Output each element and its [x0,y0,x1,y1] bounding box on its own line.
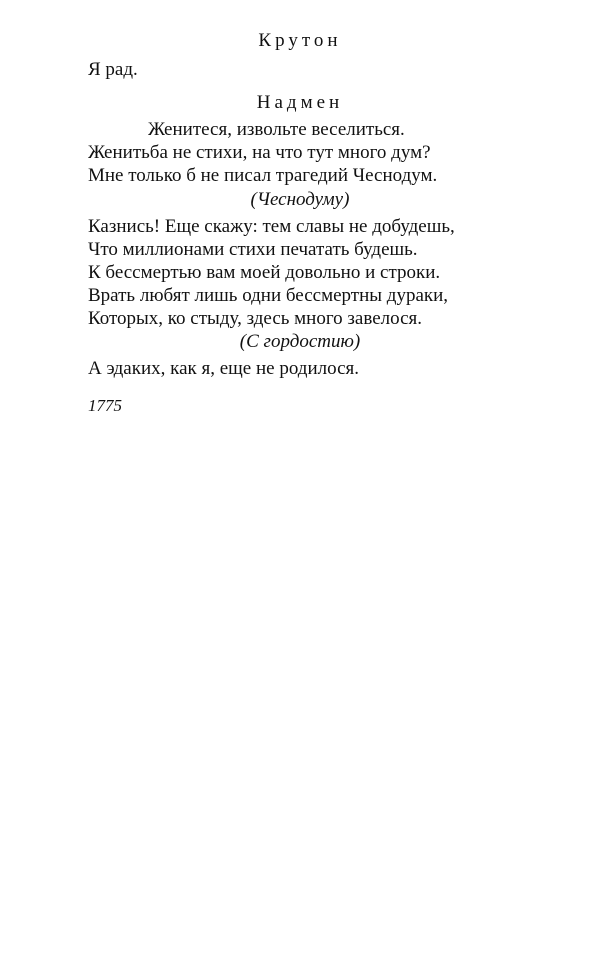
verse-line: Которых, ко стыду, здесь много завелося. [88,308,423,329]
verse-line: Мне только б не писал трагедий Чеснодум. [88,165,438,186]
verse-line: Врать любят лишь одни бессмертны дураки, [88,285,449,306]
stage-direction: (С гордостию) [239,331,361,352]
verse-line: Женитьба не стихи, на что тут много дум? [88,142,431,163]
verse-line: Что миллионами стихи печатать будешь. [88,239,418,260]
speaker-name-kruton: Крутон [258,30,342,51]
verse-line: А эдаких, как я, еще не родилося. [88,358,360,379]
verse-line: Женитеся, извольте веселиться. [148,119,405,140]
verse-line: К бессмертью вам моей довольно и строки. [88,262,441,283]
verse-line: Я рад. [88,59,138,80]
speaker-name-nadmen: Надмен [256,92,344,113]
stage-direction: (Чеснодуму) [250,189,350,210]
verse-line: Казнись! Еще скажу: тем славы не добудешь, [88,216,455,237]
composition-year: 1775 [88,396,122,415]
